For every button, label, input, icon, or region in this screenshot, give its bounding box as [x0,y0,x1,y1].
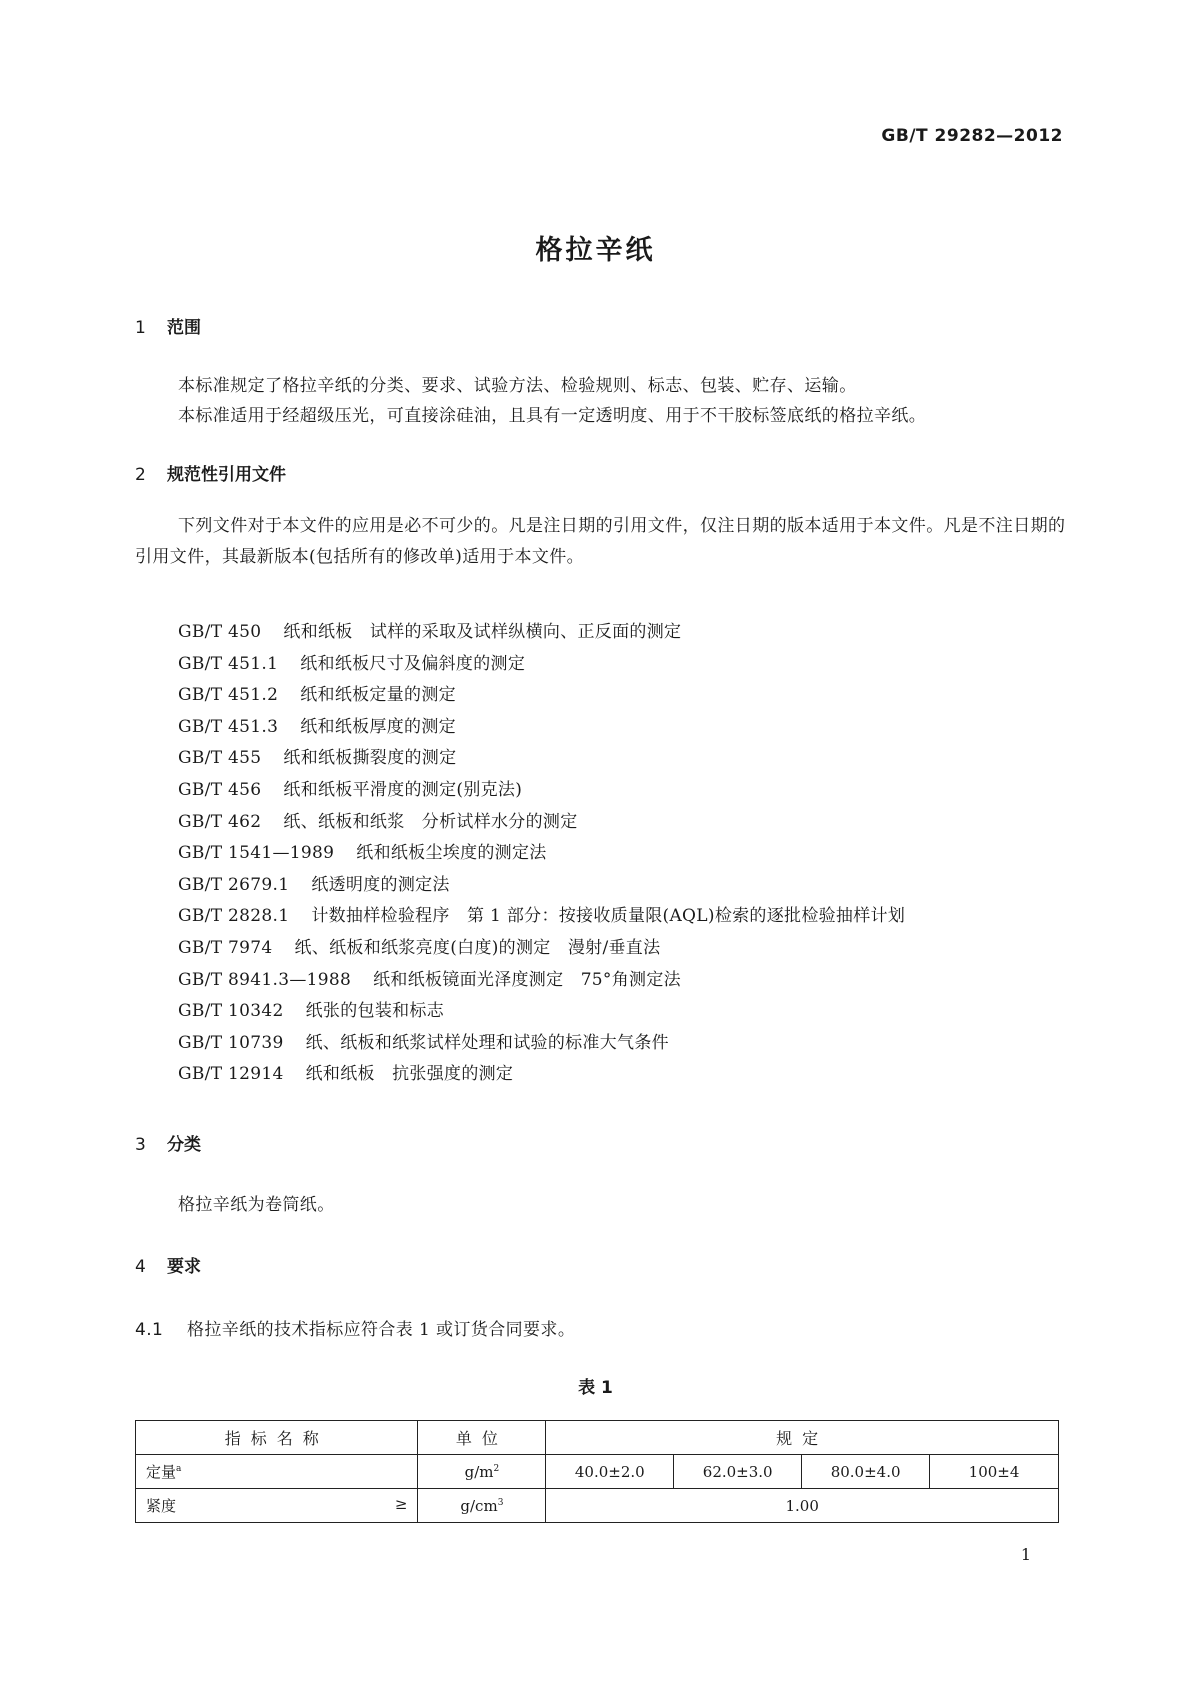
reference-item [178,743,905,775]
row-indicator-name [136,1455,418,1489]
reference-title: 纸和纸板尘埃度的测定法 [356,843,547,864]
section-2-heading [135,460,286,485]
standard-number: GB/T 29282—2012 [881,126,1063,146]
reference-code: GB/T 450 [178,622,262,642]
unit-exponent: 2 [493,1463,500,1474]
reference-title: 计数抽样检验程序 第 1 部分：按接收质量限(AQL)检索的逐批检验抽样计划 [311,906,906,927]
reference-item [178,965,905,997]
clause-number: 4.1 [135,1320,164,1340]
reference-code: GB/T 455 [178,748,262,769]
reference-title: 纸张的包装和标志 [305,1001,445,1022]
reference-item [178,870,905,902]
reference-code: GB/T 10342 [178,1001,284,1022]
reference-code: GB/T 2828.1 [178,906,290,927]
reference-item [178,775,905,807]
reference-code: GB/T 462 [178,811,262,832]
reference-code: GB/T 456 [178,779,262,800]
reference-title: 纸和纸板镜面光泽度测定 75°角测定法 [373,969,681,990]
reference-title: 纸和纸板定量的测定 [300,685,456,706]
reference-title: 纸和纸板平滑度的测定(别克法) [283,779,523,800]
reference-code: GB/T 8941.3—1988 [178,969,352,990]
spec-value: 62.0±3.0 [674,1455,802,1489]
reference-title: 纸和纸板 抗张强度的测定 [305,1064,514,1085]
section-title: 规范性引用文件 [167,465,286,485]
table-caption: 表 1 [578,1378,613,1398]
table-1 [135,1420,1059,1523]
reference-item [178,712,905,744]
spec-value: 1.00 [546,1489,1059,1523]
reference-item [178,1059,905,1091]
reference-title: 纸、纸板和纸浆试样处理和试验的标准大气条件 [305,1032,669,1053]
page-number: 1 [1020,1545,1031,1564]
reference-code: GB/T 2679.1 [178,874,290,895]
indicator-text: 紧度 [146,1497,177,1515]
reference-code: GB/T 1541—1989 [178,843,335,864]
table-row [136,1489,1059,1523]
reference-code: GB/T 7974 [178,937,273,958]
scope-paragraph-1: 本标准规定了格拉辛纸的分类、要求、试验方法、检验规则、标志、包装、贮存、运输。 [178,376,857,396]
reference-title: 纸和纸板厚度的测定 [300,716,456,737]
unit-text: g/cm [460,1496,498,1515]
row-indicator-name [136,1489,418,1523]
row-unit [418,1455,546,1489]
section-number: 3 [135,1135,146,1155]
comparator-symbol: ≥ [394,1495,408,1513]
reference-item [178,649,905,681]
reference-code: GB/T 10739 [178,1032,284,1053]
section-3-heading [135,1130,201,1155]
scope-paragraph-2: 本标准适用于经超级压光，可直接涂硅油，且具有一定透明度、用于不干胶标签底纸的格拉辛纸。 [178,406,927,426]
reference-item [178,838,905,870]
normative-intro: 下列文件对于本文件的应用是必不可少的。凡是注日期的引用文件，仅注日期的版本适用于本文件。凡是不注日期的引用文件，其最新版本(包括所有的修改单)适用于本文件。 [135,516,1066,567]
section-1-heading [135,313,201,338]
section-number: 4 [135,1257,146,1277]
clause-4-1 [135,1315,575,1340]
reference-title: 纸和纸板尺寸及偏斜度的测定 [300,653,526,674]
reference-list [178,617,905,1091]
unit-text: g/m [464,1462,494,1481]
reference-item [178,996,905,1028]
classification-text: 格拉辛纸为卷筒纸。 [178,1195,335,1215]
document-title: 格拉辛纸 [535,235,656,266]
footnote-marker: a [176,1464,182,1474]
reference-code: GB/T 12914 [178,1064,284,1085]
reference-title: 纸、纸板和纸浆 分析试样水分的测定 [283,811,578,832]
spec-value: 40.0±2.0 [546,1455,674,1489]
section-number: 2 [135,465,146,485]
header-specification: 规定 [546,1421,1059,1455]
section-title: 要求 [167,1257,201,1277]
row-unit [418,1489,546,1523]
reference-title: 纸和纸板 试样的采取及试样纵横向、正反面的测定 [283,622,682,642]
indicator-text: 定量 [146,1463,177,1481]
reference-title: 纸和纸板撕裂度的测定 [283,748,457,769]
unit-exponent: 3 [497,1497,504,1508]
header-indicator-name: 指标名称 [136,1421,418,1455]
reference-code: GB/T 451.2 [178,685,279,706]
reference-code: GB/T 451.3 [178,716,279,737]
reference-title: 纸、纸板和纸浆亮度(白度)的测定 漫射/垂直法 [294,937,661,958]
spec-value: 100±4 [930,1455,1059,1489]
section-title: 分类 [167,1135,201,1155]
table-header-row [136,1421,1059,1455]
section-title: 范围 [167,318,201,338]
section-number: 1 [135,318,146,338]
reference-item [178,807,905,839]
spec-value: 80.0±4.0 [802,1455,930,1489]
table-row [136,1455,1059,1489]
section-4-heading [135,1252,201,1277]
reference-item [178,901,905,933]
reference-item [178,617,905,649]
reference-code: GB/T 451.1 [178,653,279,674]
reference-item [178,933,905,965]
reference-item [178,680,905,712]
header-unit: 单位 [418,1421,546,1455]
reference-item [178,1028,905,1060]
clause-text: 格拉辛纸的技术指标应符合表 1 或订货合同要求。 [187,1320,576,1340]
reference-title: 纸透明度的测定法 [311,874,450,895]
